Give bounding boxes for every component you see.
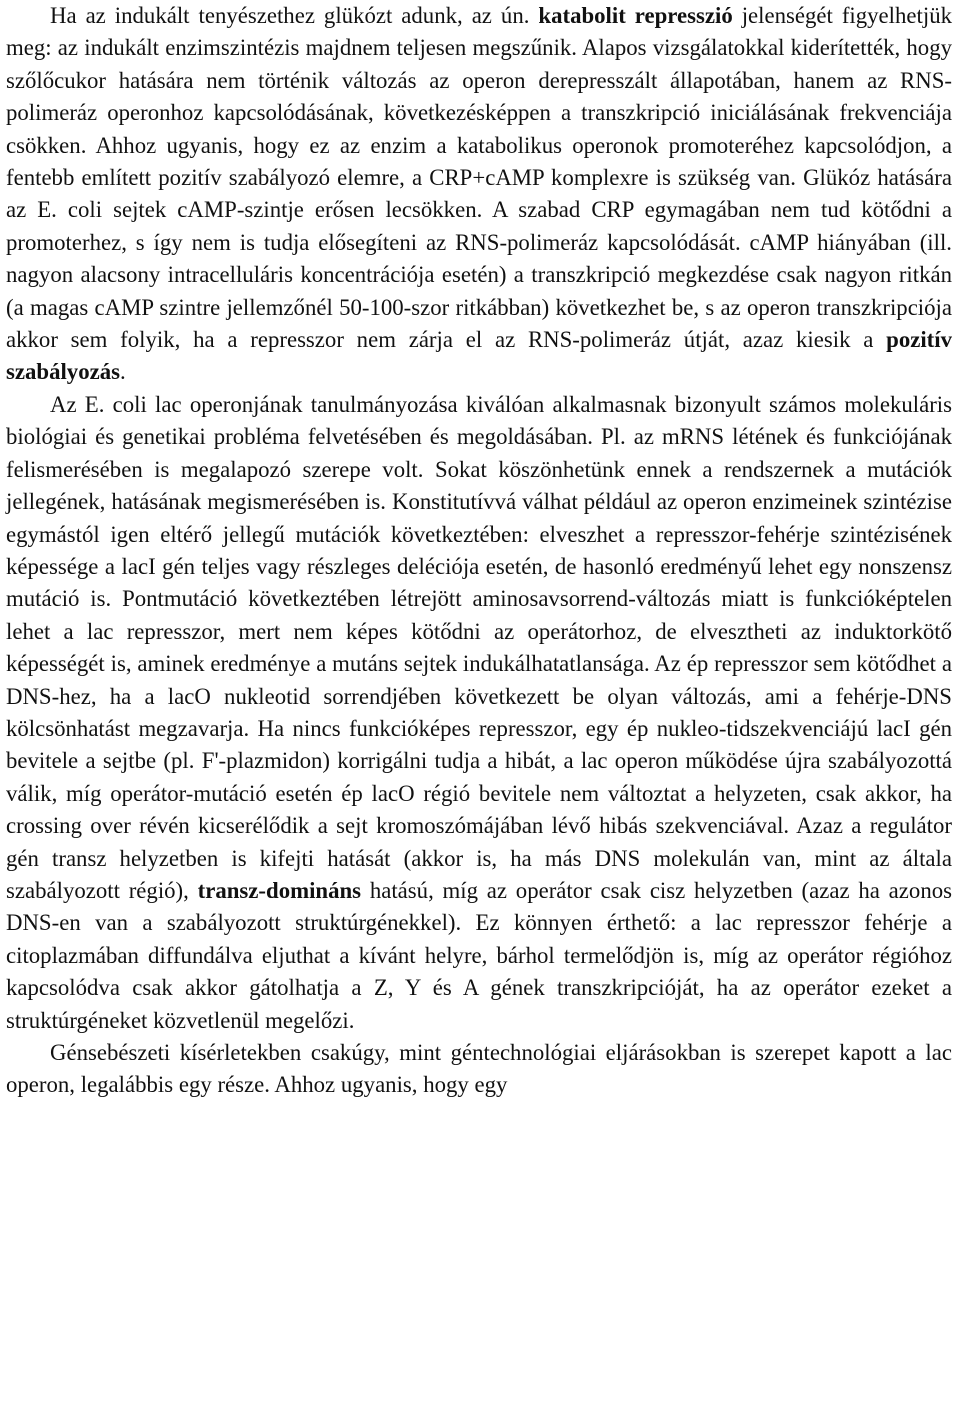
paragraph-genetic-engineering <box>6 1037 952 1102</box>
paragraph-lac-operon-mutations <box>6 389 952 1037</box>
text-run: . <box>120 359 126 385</box>
paragraph-catabolite-repression <box>6 0 952 389</box>
bold-term-pozitiv-szabalyozas: pozitív szabályozás <box>6 327 952 385</box>
text-run: Génsebészeti kísérletekben csakúgy, mint géntechnológiai eljárásokban is szerepet kapott a lac operon, legalábbis egy része. Ahhoz ugyanis, hogy egy <box>6 1040 952 1098</box>
text-run: Az E. coli lac operonjának tanulmányozása kiválóan alkalmasnak bizonyult számos molekuláris biológiai és genetikai probléma felvetésében és megoldásában. Pl. az mRNS létének és funkciójának felismerésében is megalapozó szerepe volt. Sokat köszönhetünk ennek a rendszernek a mutációk jellegének, hatásának megismerésében is. Konstitutívvá válhat például az operon enzimeinek szintézise egymástól igen eltérő jellegű mutációk következtében: elveszhet a represszor-fehérje szintézisének képessége a lacI gén teljes vagy részleges deléciója esetén, de hasonló eredményű lehet egy nonszensz mutáció is. Pontmutáció következtében létrejött aminosavsorrend-változás miatt is funkcióképtelen lehet a lac represszor, mert nem képes kötődni az operátorhoz, de elvesztheti az induktorkötő képességét is, aminek eredménye a mutáns sejtek indukálhatatlansága. Az ép represszor sem kötődhet a DNS-hez, ha a lacO nukleotid sorrendjében következett be olyan változás, ami a fehérje-DNS kölcsönhatást megzavarja. Ha nincs funkcióképes represszor, egy ép nukleo-tidszekvenciájú lacI gén bevitele a sejtbe (pl. F'-plazmidon) korrigálni tudja a hibát, a lac operon működése újra szabályozottá válik, míg operátor-mutáció esetén ép lacO régió bevitele nem változtat a helyzeten, csak akkor, ha crossing over révén kicserélődik a sejt kromoszómájában lévő hibás szekvenciával. Azaz a regulátor gén transz helyzetben is kifejti hatását (akkor is, ha más DNS molekulán van, mint az általa szabályozott régió), <box>6 391 952 903</box>
bold-term-katabolit-represszio: katabolit represszió <box>538 3 733 28</box>
text-run: hatású, míg az operátor csak cisz helyzetben (azaz ha azonos DNS-en van a szabályozott struktúrgénekkel). Ez könnyen érthető: a lac represszor fehérje a citoplazmában diffundálva eljuthat a kívánt helyre, bárhol termelődjön is, míg az operátor régióhoz kapcsolódva csak akkor gátolhatja a Z, Y és A gének transzkripcióját, ha az operátor ezeket a struktúrgéneket közvetlenül megelőzi. <box>6 877 952 1033</box>
text-run: jelenségét figyelhetjük meg: az indukált enzimszintézis majdnem teljesen megszűnik. Alapos vizsgálatokkal kiderítették, hogy szőlőcukor hatására nem történik változás az operon derepresszált állapotában, hanem az RNS-polimeráz operonhoz kapcsolódásának, következésképpen a transzkripció iniciálásának frekvenciája csökken. Ahhoz ugyanis, hogy ez az enzim a katabolikus operonok promoteréhez kapcsolódjon, a fentebb említett pozitív szabályozó elemre, a CRP+cAMP komplexre is szükség van. Glükóz hatására az E. coli sejtek cAMP-szintje erősen lecsökken. A szabad CRP egymagában nem tud kötődni a promoterhez, s így nem is tudja elősegíteni az RNS-polimeráz kapcsolódását. cAMP hiányában (ill. nagyon alacsony intracelluláris koncentrációja esetén) a transzkripció megkezdése csak nagyon ritkán (a magas cAMP szintre jellemzőnél 50-100-szor ritkábban) következhet be, s az operon transzkripciója akkor sem folyik, ha a represszor nem zárja el az RNS-polimeráz útját, azaz kiesik a <box>6 3 952 353</box>
text-run: Ha az indukált tenyészethez glükózt adunk, az ún. <box>50 3 539 28</box>
bold-term-transz-dominans: transz-domináns <box>197 877 362 903</box>
